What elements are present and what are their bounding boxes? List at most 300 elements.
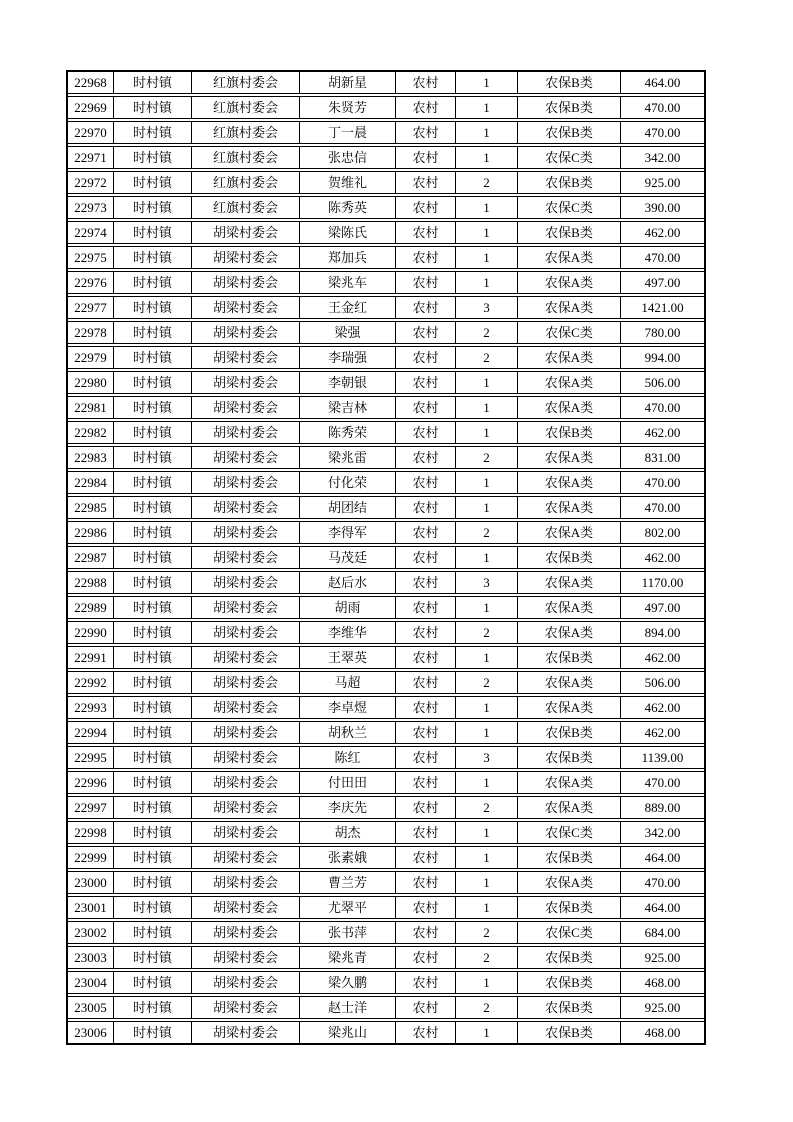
cell-person-count: 1 (456, 397, 518, 418)
cell-insurance-category: 农保A类 (518, 872, 621, 893)
cell-person-name: 贺维礼 (300, 172, 396, 193)
cell-seq: 22998 (68, 822, 114, 843)
cell-village-committee: 胡梁村委会 (192, 1022, 300, 1043)
cell-seq: 22971 (68, 147, 114, 168)
cell-village-committee: 胡梁村委会 (192, 822, 300, 843)
cell-town: 时村镇 (114, 522, 192, 543)
cell-insurance-category: 农保A类 (518, 697, 621, 718)
cell-amount: 462.00 (644, 550, 681, 565)
cell-village-committee: 胡梁村委会 (192, 772, 300, 793)
cell-person-count: 2 (456, 997, 518, 1018)
cell-amount: 462.00 (644, 700, 681, 715)
cell-village-committee: 胡梁村委会 (192, 322, 300, 343)
table-row (68, 521, 704, 544)
cell-residence-type: 农村 (396, 1022, 456, 1043)
cell-person-name: 尤翠平 (300, 897, 396, 918)
cell-amount: 464.00 (644, 900, 681, 915)
cell-village-committee: 胡梁村委会 (192, 397, 300, 418)
cell-insurance-category: 农保A类 (518, 472, 621, 493)
cell-seq: 22975 (68, 247, 114, 268)
table-row (68, 421, 704, 444)
cell-person-name: 李得军 (300, 522, 396, 543)
cell-village-committee: 胡梁村委会 (192, 972, 300, 993)
cell-amount: 894.00 (644, 625, 681, 640)
cell-insurance-category: 农保A类 (518, 772, 621, 793)
cell-residence-type: 农村 (396, 847, 456, 868)
cell-person-count: 2 (456, 922, 518, 943)
cell-town: 时村镇 (114, 547, 192, 568)
cell-person-count: 1 (456, 972, 518, 993)
cell-town: 时村镇 (114, 172, 192, 193)
cell-person-count: 1 (456, 72, 518, 93)
cell-town: 时村镇 (114, 897, 192, 918)
cell-seq: 22990 (68, 622, 114, 643)
table-row (68, 946, 704, 969)
cell-town: 时村镇 (114, 247, 192, 268)
cell-seq: 22987 (68, 547, 114, 568)
table-row (68, 1021, 704, 1044)
cell-person-count: 1 (456, 272, 518, 293)
cell-amount: 506.00 (644, 675, 681, 690)
cell-residence-type: 农村 (396, 172, 456, 193)
cell-person-name: 丁一晨 (300, 122, 396, 143)
cell-insurance-category: 农保B类 (518, 947, 621, 968)
cell-town: 时村镇 (114, 597, 192, 618)
cell-residence-type: 农村 (396, 447, 456, 468)
cell-person-count: 2 (456, 172, 518, 193)
cell-seq: 22972 (68, 172, 114, 193)
cell-person-count: 3 (456, 572, 518, 593)
cell-person-name: 付田田 (300, 772, 396, 793)
cell-seq: 22978 (68, 322, 114, 343)
cell-village-committee: 胡梁村委会 (192, 597, 300, 618)
cell-residence-type: 农村 (396, 672, 456, 693)
cell-person-name: 付化荣 (300, 472, 396, 493)
cell-seq: 23006 (68, 1022, 114, 1043)
cell-insurance-category: 农保B类 (518, 422, 621, 443)
cell-person-name: 曹兰芳 (300, 872, 396, 893)
cell-person-name: 马超 (300, 672, 396, 693)
cell-insurance-category: 农保A类 (518, 797, 621, 818)
cell-insurance-category: 农保B类 (518, 847, 621, 868)
cell-person-name: 朱贤芳 (300, 97, 396, 118)
cell-residence-type: 农村 (396, 822, 456, 843)
cell-seq: 22969 (68, 97, 114, 118)
cell-person-count: 1 (456, 897, 518, 918)
cell-insurance-category: 农保B类 (518, 547, 621, 568)
cell-insurance-category: 农保B类 (518, 97, 621, 118)
cell-amount: 470.00 (644, 875, 681, 890)
cell-person-count: 1 (456, 222, 518, 243)
cell-town: 时村镇 (114, 997, 192, 1018)
cell-insurance-category: 农保C类 (518, 322, 621, 343)
cell-seq: 22997 (68, 797, 114, 818)
cell-town: 时村镇 (114, 297, 192, 318)
table-row (68, 396, 704, 419)
cell-residence-type: 农村 (396, 272, 456, 293)
cell-residence-type: 农村 (396, 772, 456, 793)
cell-town: 时村镇 (114, 497, 192, 518)
table-row (68, 221, 704, 244)
cell-town: 时村镇 (114, 72, 192, 93)
cell-village-committee: 红旗村委会 (192, 147, 300, 168)
cell-seq: 22989 (68, 597, 114, 618)
table-row (68, 996, 704, 1019)
cell-amount: 468.00 (644, 1025, 681, 1040)
cell-amount: 470.00 (644, 475, 681, 490)
table-row (68, 371, 704, 394)
cell-residence-type: 农村 (396, 797, 456, 818)
cell-seq: 22974 (68, 222, 114, 243)
cell-person-name: 李瑞强 (300, 347, 396, 368)
cell-residence-type: 农村 (396, 72, 456, 93)
table-row (68, 571, 704, 594)
cell-insurance-category: 农保A类 (518, 522, 621, 543)
cell-residence-type: 农村 (396, 297, 456, 318)
cell-seq: 22977 (68, 297, 114, 318)
cell-village-committee: 胡梁村委会 (192, 372, 300, 393)
table-row (68, 821, 704, 844)
cell-person-count: 1 (456, 247, 518, 268)
cell-person-name: 王翠英 (300, 647, 396, 668)
table-row (68, 321, 704, 344)
cell-seq: 23003 (68, 947, 114, 968)
cell-town: 时村镇 (114, 447, 192, 468)
cell-person-name: 张书萍 (300, 922, 396, 943)
cell-seq: 22968 (68, 72, 114, 93)
cell-person-count: 1 (456, 147, 518, 168)
cell-insurance-category: 农保C类 (518, 822, 621, 843)
table-row (68, 346, 704, 369)
table-row (68, 121, 704, 144)
cell-town: 时村镇 (114, 722, 192, 743)
cell-person-count: 1 (456, 1022, 518, 1043)
cell-village-committee: 胡梁村委会 (192, 472, 300, 493)
cell-village-committee: 胡梁村委会 (192, 997, 300, 1018)
cell-residence-type: 农村 (396, 747, 456, 768)
cell-town: 时村镇 (114, 797, 192, 818)
cell-insurance-category: 农保A类 (518, 247, 621, 268)
cell-person-name: 李维华 (300, 622, 396, 643)
cell-seq: 22980 (68, 372, 114, 393)
cell-seq: 23005 (68, 997, 114, 1018)
cell-amount: 462.00 (644, 725, 681, 740)
cell-person-name: 梁陈氏 (300, 222, 396, 243)
cell-town: 时村镇 (114, 397, 192, 418)
cell-village-committee: 胡梁村委会 (192, 222, 300, 243)
cell-residence-type: 农村 (396, 697, 456, 718)
cell-town: 时村镇 (114, 147, 192, 168)
cell-person-count: 2 (456, 322, 518, 343)
cell-amount: 464.00 (644, 850, 681, 865)
cell-town: 时村镇 (114, 572, 192, 593)
cell-insurance-category: 农保B类 (518, 747, 621, 768)
table-row (68, 271, 704, 294)
cell-person-name: 张素娥 (300, 847, 396, 868)
cell-person-count: 1 (456, 197, 518, 218)
cell-amount: 1170.00 (641, 575, 684, 590)
cell-residence-type: 农村 (396, 947, 456, 968)
cell-residence-type: 农村 (396, 247, 456, 268)
cell-person-name: 梁兆青 (300, 947, 396, 968)
cell-amount: 925.00 (644, 950, 681, 965)
cell-residence-type: 农村 (396, 97, 456, 118)
cell-person-count: 3 (456, 747, 518, 768)
cell-village-committee: 胡梁村委会 (192, 797, 300, 818)
cell-town: 时村镇 (114, 622, 192, 643)
cell-seq: 23004 (68, 972, 114, 993)
cell-person-count: 3 (456, 297, 518, 318)
cell-seq: 22983 (68, 447, 114, 468)
cell-residence-type: 农村 (396, 222, 456, 243)
cell-amount: 994.00 (644, 350, 681, 365)
cell-insurance-category: 农保B类 (518, 222, 621, 243)
cell-insurance-category: 农保B类 (518, 1022, 621, 1043)
cell-person-name: 胡雨 (300, 597, 396, 618)
cell-seq: 23000 (68, 872, 114, 893)
cell-town: 时村镇 (114, 697, 192, 718)
cell-residence-type: 农村 (396, 422, 456, 443)
cell-town: 时村镇 (114, 647, 192, 668)
table-row (68, 146, 704, 169)
cell-person-count: 1 (456, 422, 518, 443)
table-row (68, 546, 704, 569)
table-row (68, 596, 704, 619)
cell-village-committee: 胡梁村委会 (192, 347, 300, 368)
cell-person-count: 2 (456, 347, 518, 368)
cell-amount: 1139.00 (641, 750, 684, 765)
cell-person-count: 1 (456, 822, 518, 843)
cell-town: 时村镇 (114, 197, 192, 218)
cell-village-committee: 胡梁村委会 (192, 422, 300, 443)
cell-person-count: 1 (456, 697, 518, 718)
cell-village-committee: 红旗村委会 (192, 72, 300, 93)
cell-person-name: 赵士洋 (300, 997, 396, 1018)
cell-village-committee: 胡梁村委会 (192, 572, 300, 593)
cell-residence-type: 农村 (396, 197, 456, 218)
cell-person-name: 梁强 (300, 322, 396, 343)
cell-seq: 22982 (68, 422, 114, 443)
cell-person-count: 1 (456, 872, 518, 893)
cell-residence-type: 农村 (396, 872, 456, 893)
cell-seq: 22981 (68, 397, 114, 418)
cell-amount: 831.00 (644, 450, 681, 465)
cell-insurance-category: 农保B类 (518, 72, 621, 93)
cell-amount: 470.00 (644, 775, 681, 790)
cell-village-committee: 胡梁村委会 (192, 647, 300, 668)
table-row (68, 771, 704, 794)
cell-insurance-category: 农保A类 (518, 297, 621, 318)
cell-town: 时村镇 (114, 122, 192, 143)
cell-person-count: 1 (456, 497, 518, 518)
cell-residence-type: 农村 (396, 472, 456, 493)
cell-town: 时村镇 (114, 922, 192, 943)
cell-town: 时村镇 (114, 222, 192, 243)
cell-village-committee: 胡梁村委会 (192, 522, 300, 543)
cell-town: 时村镇 (114, 422, 192, 443)
cell-amount: 1421.00 (641, 300, 684, 315)
cell-seq: 22985 (68, 497, 114, 518)
table-row (68, 471, 704, 494)
cell-insurance-category: 农保B类 (518, 972, 621, 993)
cell-insurance-category: 农保A类 (518, 347, 621, 368)
cell-village-committee: 胡梁村委会 (192, 672, 300, 693)
cell-seq: 22988 (68, 572, 114, 593)
cell-person-name: 梁吉林 (300, 397, 396, 418)
cell-amount: 462.00 (644, 650, 681, 665)
cell-person-name: 陈秀英 (300, 197, 396, 218)
cell-residence-type: 农村 (396, 122, 456, 143)
cell-amount: 497.00 (644, 600, 681, 615)
cell-insurance-category: 农保A类 (518, 397, 621, 418)
cell-person-count: 1 (456, 772, 518, 793)
cell-amount: 470.00 (644, 100, 681, 115)
cell-insurance-category: 农保C类 (518, 147, 621, 168)
cell-town: 时村镇 (114, 372, 192, 393)
cell-amount: 390.00 (644, 200, 681, 215)
cell-insurance-category: 农保A类 (518, 497, 621, 518)
cell-amount: 470.00 (644, 400, 681, 415)
cell-person-name: 梁兆车 (300, 272, 396, 293)
cell-amount: 684.00 (644, 925, 681, 940)
cell-town: 时村镇 (114, 847, 192, 868)
table-row (68, 196, 704, 219)
cell-insurance-category: 农保B类 (518, 647, 621, 668)
cell-village-committee: 红旗村委会 (192, 197, 300, 218)
cell-person-name: 梁兆山 (300, 1022, 396, 1043)
cell-person-count: 2 (456, 947, 518, 968)
cell-amount: 462.00 (644, 425, 681, 440)
table-row (68, 496, 704, 519)
cell-insurance-category: 农保A类 (518, 272, 621, 293)
cell-seq: 22986 (68, 522, 114, 543)
cell-residence-type: 农村 (396, 897, 456, 918)
cell-insurance-category: 农保B类 (518, 997, 621, 1018)
table-row (68, 746, 704, 769)
cell-town: 时村镇 (114, 272, 192, 293)
cell-seq: 22976 (68, 272, 114, 293)
cell-village-committee: 胡梁村委会 (192, 722, 300, 743)
cell-residence-type: 农村 (396, 372, 456, 393)
cell-person-count: 1 (456, 597, 518, 618)
cell-village-committee: 胡梁村委会 (192, 247, 300, 268)
cell-person-count: 2 (456, 672, 518, 693)
cell-village-committee: 胡梁村委会 (192, 697, 300, 718)
cell-residence-type: 农村 (396, 397, 456, 418)
cell-person-name: 李朝银 (300, 372, 396, 393)
cell-village-committee: 胡梁村委会 (192, 747, 300, 768)
cell-seq: 22999 (68, 847, 114, 868)
table-row (68, 921, 704, 944)
cell-town: 时村镇 (114, 1022, 192, 1043)
table-row (68, 671, 704, 694)
cell-person-name: 胡团结 (300, 497, 396, 518)
cell-village-committee: 红旗村委会 (192, 122, 300, 143)
cell-town: 时村镇 (114, 472, 192, 493)
cell-insurance-category: 农保C类 (518, 922, 621, 943)
cell-person-count: 1 (456, 97, 518, 118)
cell-residence-type: 农村 (396, 997, 456, 1018)
cell-person-count: 1 (456, 847, 518, 868)
cell-village-committee: 胡梁村委会 (192, 622, 300, 643)
cell-village-committee: 胡梁村委会 (192, 447, 300, 468)
cell-insurance-category: 农保A类 (518, 447, 621, 468)
cell-insurance-category: 农保A类 (518, 672, 621, 693)
cell-seq: 23002 (68, 922, 114, 943)
cell-town: 时村镇 (114, 672, 192, 693)
cell-village-committee: 红旗村委会 (192, 172, 300, 193)
cell-insurance-category: 农保C类 (518, 197, 621, 218)
cell-seq: 22992 (68, 672, 114, 693)
cell-village-committee: 胡梁村委会 (192, 897, 300, 918)
cell-person-count: 1 (456, 722, 518, 743)
cell-town: 时村镇 (114, 947, 192, 968)
cell-seq: 22970 (68, 122, 114, 143)
table-row (68, 296, 704, 319)
cell-amount: 462.00 (644, 225, 681, 240)
cell-village-committee: 胡梁村委会 (192, 297, 300, 318)
cell-insurance-category: 农保B类 (518, 122, 621, 143)
cell-town: 时村镇 (114, 347, 192, 368)
cell-seq: 22973 (68, 197, 114, 218)
table-row (68, 846, 704, 869)
cell-person-count: 2 (456, 447, 518, 468)
cell-person-name: 胡杰 (300, 822, 396, 843)
cell-person-name: 李卓煜 (300, 697, 396, 718)
cell-amount: 506.00 (644, 375, 681, 390)
cell-insurance-category: 农保A类 (518, 597, 621, 618)
cell-amount: 468.00 (644, 975, 681, 990)
cell-residence-type: 农村 (396, 622, 456, 643)
cell-residence-type: 农村 (396, 972, 456, 993)
cell-seq: 23001 (68, 897, 114, 918)
table-row (68, 621, 704, 644)
cell-seq: 22984 (68, 472, 114, 493)
cell-amount: 470.00 (644, 250, 681, 265)
cell-person-name: 郑加兵 (300, 247, 396, 268)
table-row (68, 971, 704, 994)
cell-village-committee: 胡梁村委会 (192, 922, 300, 943)
cell-village-committee: 胡梁村委会 (192, 272, 300, 293)
cell-seq: 22995 (68, 747, 114, 768)
cell-insurance-category: 农保B类 (518, 172, 621, 193)
cell-seq: 22996 (68, 772, 114, 793)
cell-person-count: 1 (456, 647, 518, 668)
table-row (68, 96, 704, 119)
table-row (68, 171, 704, 194)
cell-person-name: 梁久鹏 (300, 972, 396, 993)
cell-town: 时村镇 (114, 322, 192, 343)
table-row (68, 871, 704, 894)
cell-village-committee: 胡梁村委会 (192, 872, 300, 893)
cell-residence-type: 农村 (396, 322, 456, 343)
cell-insurance-category: 农保A类 (518, 622, 621, 643)
cell-residence-type: 农村 (396, 522, 456, 543)
cell-person-count: 2 (456, 522, 518, 543)
cell-residence-type: 农村 (396, 347, 456, 368)
cell-amount: 925.00 (644, 1000, 681, 1015)
table-row (68, 696, 704, 719)
cell-person-name: 赵后水 (300, 572, 396, 593)
cell-town: 时村镇 (114, 772, 192, 793)
cell-insurance-category: 农保B类 (518, 722, 621, 743)
cell-town: 时村镇 (114, 97, 192, 118)
cell-person-name: 梁兆雷 (300, 447, 396, 468)
table-row (68, 71, 704, 94)
cell-insurance-category: 农保A类 (518, 572, 621, 593)
cell-amount: 925.00 (644, 175, 681, 190)
insurance-records-table (66, 70, 706, 1045)
